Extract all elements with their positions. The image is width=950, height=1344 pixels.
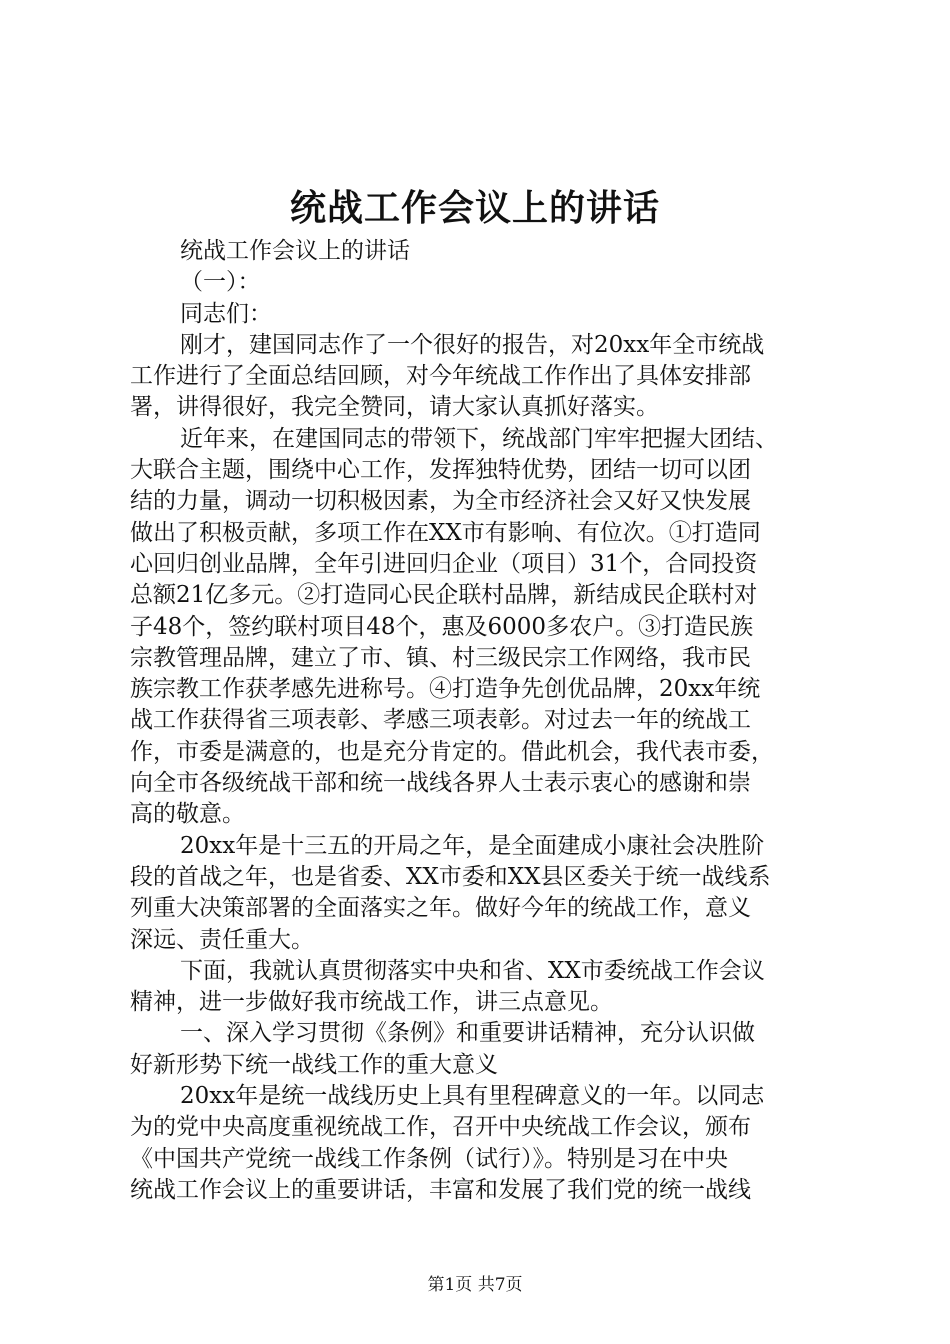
text-line: 宗教管理品牌，建立了市、镇、村三级民宗工作网络，我市民	[130, 644, 751, 671]
text-line: 心回归创业品牌，全年引进回归企业（项目）31个，合同投资	[130, 550, 758, 577]
text-line: 《中国共产党统一战线工作条例（试行）》。特别是习在中央	[130, 1145, 728, 1172]
document-body	[130, 236, 830, 1206]
text-line: 做出了积极贡献，多项工作在XX市有影响、有位次。①打造同	[130, 519, 761, 546]
text-line: 高的敬意。	[130, 801, 245, 828]
text-line: 深远、责任重大。	[130, 926, 314, 953]
text-line: 为的党中央高度重视统战工作，召开中央统战工作会议，颁布	[130, 1114, 751, 1141]
text-line: 大联合主题，围绕中心工作，发挥独特优势，团结一切可以团	[130, 457, 751, 484]
text-line: 署，讲得很好，我完全赞同，请大家认真抓好落实。	[130, 394, 659, 421]
text-line: 总额21亿多元。②打造同心民企联村品牌，新结成民企联村对	[130, 582, 758, 609]
text-line: 精神，进一步做好我市统战工作，讲三点意见。	[130, 989, 613, 1016]
text-line: 子48个，签约联村项目48个，惠及6000多农户。③打造民族	[130, 613, 754, 640]
text-line: 近年来，在建国同志的带领下，统战部门牢牢把握大团结、	[180, 425, 778, 452]
text-line: 结的力量，调动一切积极因素，为全市经济社会又好又快发展	[130, 488, 751, 515]
text-line: 一、深入学习贯彻《条例》和重要讲话精神，充分认识做	[180, 1020, 755, 1047]
text-line: 作，市委是满意的，也是充分肯定的。借此机会，我代表市委，	[130, 738, 774, 765]
text-line: 20xx年是统一战线历史上具有里程碑意义的一年。以同志	[180, 1083, 765, 1110]
page-footer: 第1页 共7页	[427, 1275, 523, 1295]
text-line: 20xx年是十三五的开局之年，是全面建成小康社会决胜阶	[180, 832, 765, 859]
text-line: 同志们：	[180, 300, 272, 327]
text-line: 列重大决策部署的全面落实之年。做好今年的统战工作，意义	[130, 895, 751, 922]
text-line: （一）：	[180, 269, 261, 296]
text-line: 战工作获得省三项表彰、孝感三项表彰。对过去一年的统战工	[130, 707, 751, 734]
text-line: 统战工作会议上的讲话	[180, 238, 410, 264]
text-line: 段的首战之年，也是省委、XX市委和XX县区委关于统一战线系	[130, 863, 771, 890]
text-line: 统战工作会议上的重要讲话，丰富和发展了我们党的统一战线	[130, 1176, 751, 1203]
text-line: 工作进行了全面总结回顾，对今年统战工作作出了具体安排部	[130, 363, 751, 390]
text-line: 好新形势下统一战线工作的重大意义	[130, 1051, 498, 1078]
text-line: 下面，我就认真贯彻落实中央和省、XX市委统战工作会议	[180, 957, 765, 984]
text-line: 向全市各级统战干部和统一战线各界人士表示衷心的感谢和崇	[130, 770, 751, 797]
text-line: 刚才，建国同志作了一个很好的报告，对20xx年全市统战	[180, 331, 765, 358]
text-line: 族宗教工作获孝感先进称号。④打造争先创优品牌，20xx年统	[130, 676, 761, 703]
document-title: 统战工作会议上的讲话	[289, 187, 660, 229]
